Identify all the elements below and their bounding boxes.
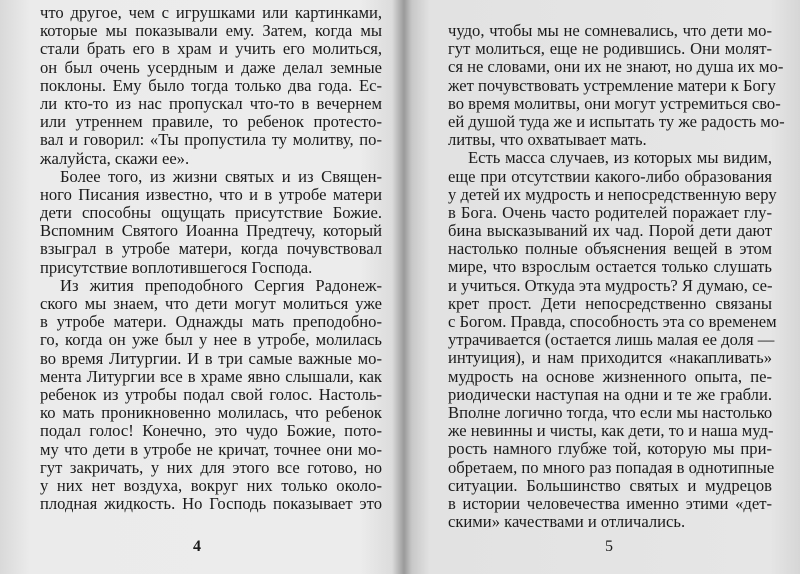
text-line: которые мы показывали ему. Затем, когда мы xyxy=(40,21,382,41)
text-line: ей душой туда же и испытать ту же радость мо- xyxy=(448,111,785,131)
text-line: во время Литургии. И в три самые важные мо- xyxy=(40,348,382,368)
text-line: гут молиться, еще не родившись. Они молят- xyxy=(448,39,772,59)
text-line: ситуации. Большинство святых и мудрецов xyxy=(448,475,772,495)
text-line: рость намного глубже той, которую мы при- xyxy=(448,439,772,459)
text-line: настолько полные объяснения вещей в этом xyxy=(448,239,772,259)
text-line: Вспомним Святого Иоанна Предтечу, который xyxy=(40,221,382,241)
text-line: Есть масса случаев, из которых мы видим, xyxy=(468,148,772,168)
text-line: или утреннем правиле, то ребенок протесто- xyxy=(40,112,382,132)
text-line: гут закричать, у них для этого все готово, но xyxy=(40,457,382,477)
text-line: жет почувствовать устремление матери к Богу xyxy=(448,75,776,95)
text-line: го, когда он уже был у нее в утробе, молилась xyxy=(40,330,382,350)
text-line: ребенок из утробы подал свой голос. Настоль- xyxy=(40,384,382,404)
paragraph xyxy=(40,277,382,513)
text-line: утрачивается (остается лишь малая ее доля — xyxy=(448,330,775,350)
text-line: ко мать проникновенно молилась, что ребенок xyxy=(40,403,382,423)
text-line: ского мы знаем, что дети могут молиться уже xyxy=(40,294,382,313)
text-line: ного Писания известно, что и в утробе матери xyxy=(40,184,382,204)
text-line: с Богом. Правда, способность эта со временем xyxy=(448,312,777,331)
right-page-text xyxy=(448,21,785,532)
text-line: ли кто-то из нас пропускал что-то в вечернем xyxy=(40,93,382,113)
text-line: у детей их мудрость и непосредственную веру xyxy=(448,184,777,204)
text-line: в Бога. Очень часто родителей поражает глу- xyxy=(448,202,772,222)
text-line: обретаем, по много раз попадая в однотипные xyxy=(448,457,775,477)
text-line: плодная жидкость. Но Господь показывает это xyxy=(40,494,382,514)
text-line: риодически наступая на одни и те же грабли. xyxy=(448,384,772,404)
text-line: поклоны. Ему было тогда только два года. Ес- xyxy=(40,75,382,95)
text-line: му что дети в утробе не кричат, точнее они мо- xyxy=(40,439,382,459)
page-number-left: 4 xyxy=(193,538,201,555)
paragraph xyxy=(448,148,777,532)
text-line: он был очень усердным и даже делал земные xyxy=(40,57,382,77)
text-line: чудо, чтобы мы не сомневались, что дети мо- xyxy=(448,21,772,40)
text-line: у них нет воздуха, вокруг них только около- xyxy=(40,475,382,495)
text-line: мудрость на основе жизненного опыта, пе- xyxy=(448,366,772,386)
text-line: и учиться. Откуда эта мудрость? Я думаю, се- xyxy=(448,275,773,295)
text-line: скими» качествами и отличались. xyxy=(448,512,686,532)
text-line: подал голос! Конечно, это чудо Божие, пото- xyxy=(40,421,382,441)
text-line: присутствие воплотившегося Господа. xyxy=(40,257,313,277)
text-line: жалуйста, скажи ее». xyxy=(40,148,190,168)
text-line: интуиция), и нам приходится «накапливать» xyxy=(448,348,772,368)
text-line: Более того, из жизни святых и из Священ- xyxy=(60,166,382,186)
text-line: ся не словами, они их не знают, но душа их мо- xyxy=(448,57,784,77)
left-page-text xyxy=(40,4,382,513)
text-line: во время молитвы, они могут устремиться сво- xyxy=(448,93,781,113)
text-line: что другое, чем с игрушками или картинками, xyxy=(40,3,382,22)
text-line: Вполне логично тогда, что если мы настолько xyxy=(448,402,773,422)
text-line: вал и говорил: «Ты пропустила ту молитву, по- xyxy=(40,130,382,150)
text-line: литвы, что охватывает мать. xyxy=(448,130,647,150)
text-line: в утробе матери. Однажды мать преподобно- xyxy=(40,312,382,332)
text-line: крет прост. Дети непосредственно связаны xyxy=(448,293,772,313)
text-line: еще при отсутствии какого-либо образования xyxy=(448,166,772,186)
text-line: мента Литургии все в храме явно слышали, как xyxy=(40,366,382,386)
text-line: в истории человечества именно этими «дет- xyxy=(448,493,772,513)
text-line: Из жития преподобного Сергия Радонеж- xyxy=(60,275,382,295)
text-line: мире, что взрослым остается только слушать xyxy=(448,257,772,277)
page-number-right: 5 xyxy=(605,538,613,555)
text-line: же невинны и чисты, как дети, то и наша муд- xyxy=(448,421,774,441)
text-line: стали брать его в храм и учить его молиться, xyxy=(40,39,382,59)
paragraph xyxy=(40,4,382,168)
text-line: бина высказываний их чад. Порой дети дают xyxy=(448,221,772,241)
text-line: взыграл в утробе матери, когда почувствовал xyxy=(40,239,382,259)
paragraph xyxy=(448,21,785,150)
text-line: дети способны ощущать присутствие Божие. xyxy=(40,203,382,223)
paragraph xyxy=(40,168,382,277)
